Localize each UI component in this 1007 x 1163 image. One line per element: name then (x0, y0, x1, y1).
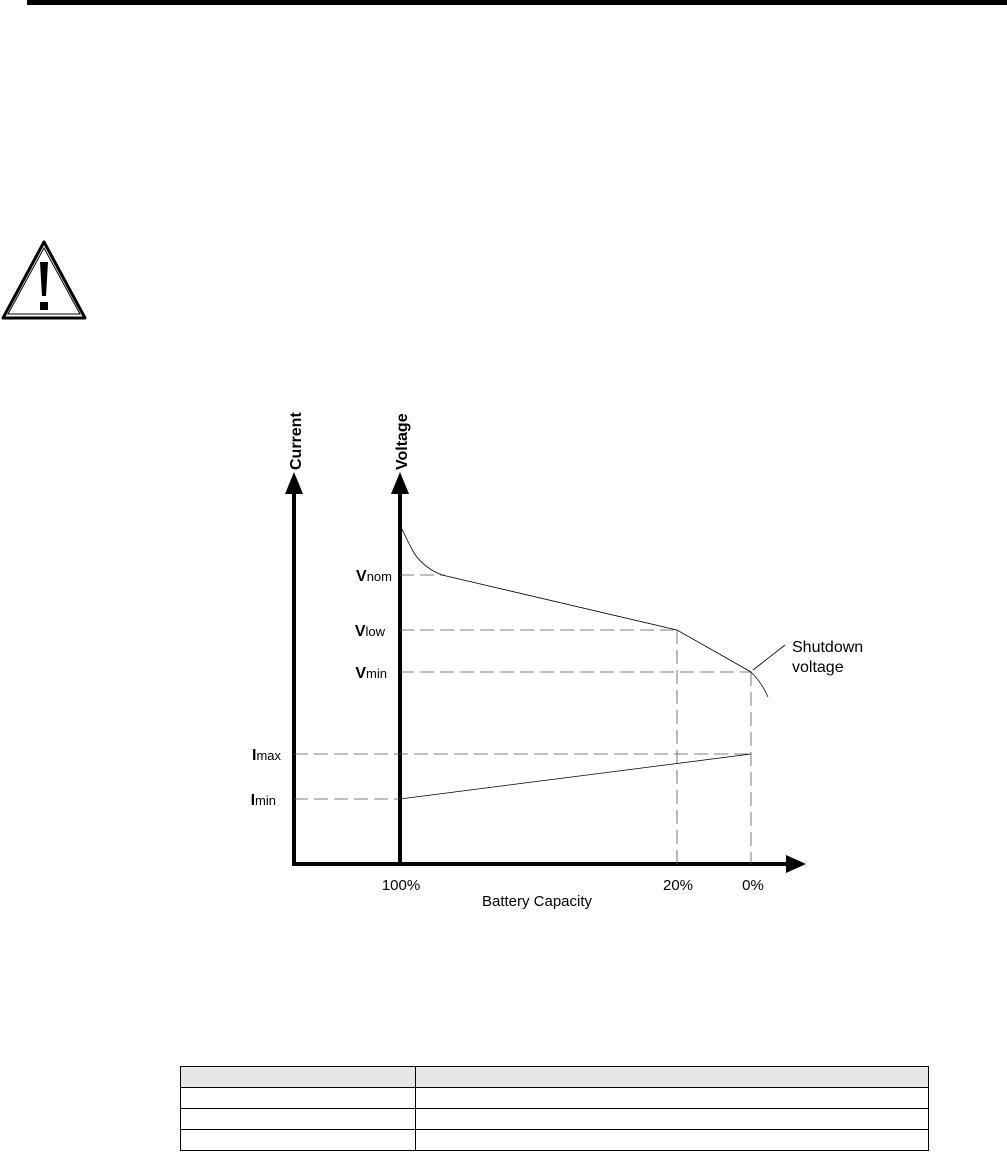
imin-label: Imin (250, 792, 276, 809)
capacity-axis-arrow-icon (786, 855, 806, 873)
table-cell (181, 1130, 416, 1151)
table-header-row (181, 1067, 929, 1088)
table-cell (181, 1088, 416, 1109)
table-cell (416, 1088, 929, 1109)
capacity-axis-title: Battery Capacity (481, 893, 593, 910)
table-cell (181, 1109, 416, 1130)
data-table (180, 1066, 929, 1151)
vmin-label: Vmin (355, 665, 387, 682)
table-row (181, 1088, 929, 1109)
tick-label-0: 0% (742, 877, 764, 894)
table-cell (416, 1109, 929, 1130)
tick-label-20: 20% (662, 877, 694, 894)
shutdown-annotation-line1: Shutdown (792, 639, 864, 656)
shutdown-leader-line (753, 645, 785, 670)
table-cell (416, 1130, 929, 1151)
table-header-cell (416, 1067, 929, 1088)
current-curve (400, 754, 751, 799)
current-axis-arrow-icon (285, 472, 303, 494)
voltage-curve (400, 525, 768, 697)
tick-label-100: 100% (381, 877, 421, 894)
table-row (181, 1130, 929, 1151)
table-row (181, 1109, 929, 1130)
voltage-axis-arrow-icon (391, 472, 409, 494)
shutdown-annotation-line2: voltage (792, 659, 844, 676)
imax-label: Imax (251, 747, 281, 764)
voltage-axis-title: Voltage (394, 413, 411, 470)
table-header-cell (181, 1067, 416, 1088)
vlow-label: Vlow (354, 623, 385, 640)
current-axis-title: Current (288, 412, 305, 470)
vnom-label: Vnom (356, 568, 392, 585)
